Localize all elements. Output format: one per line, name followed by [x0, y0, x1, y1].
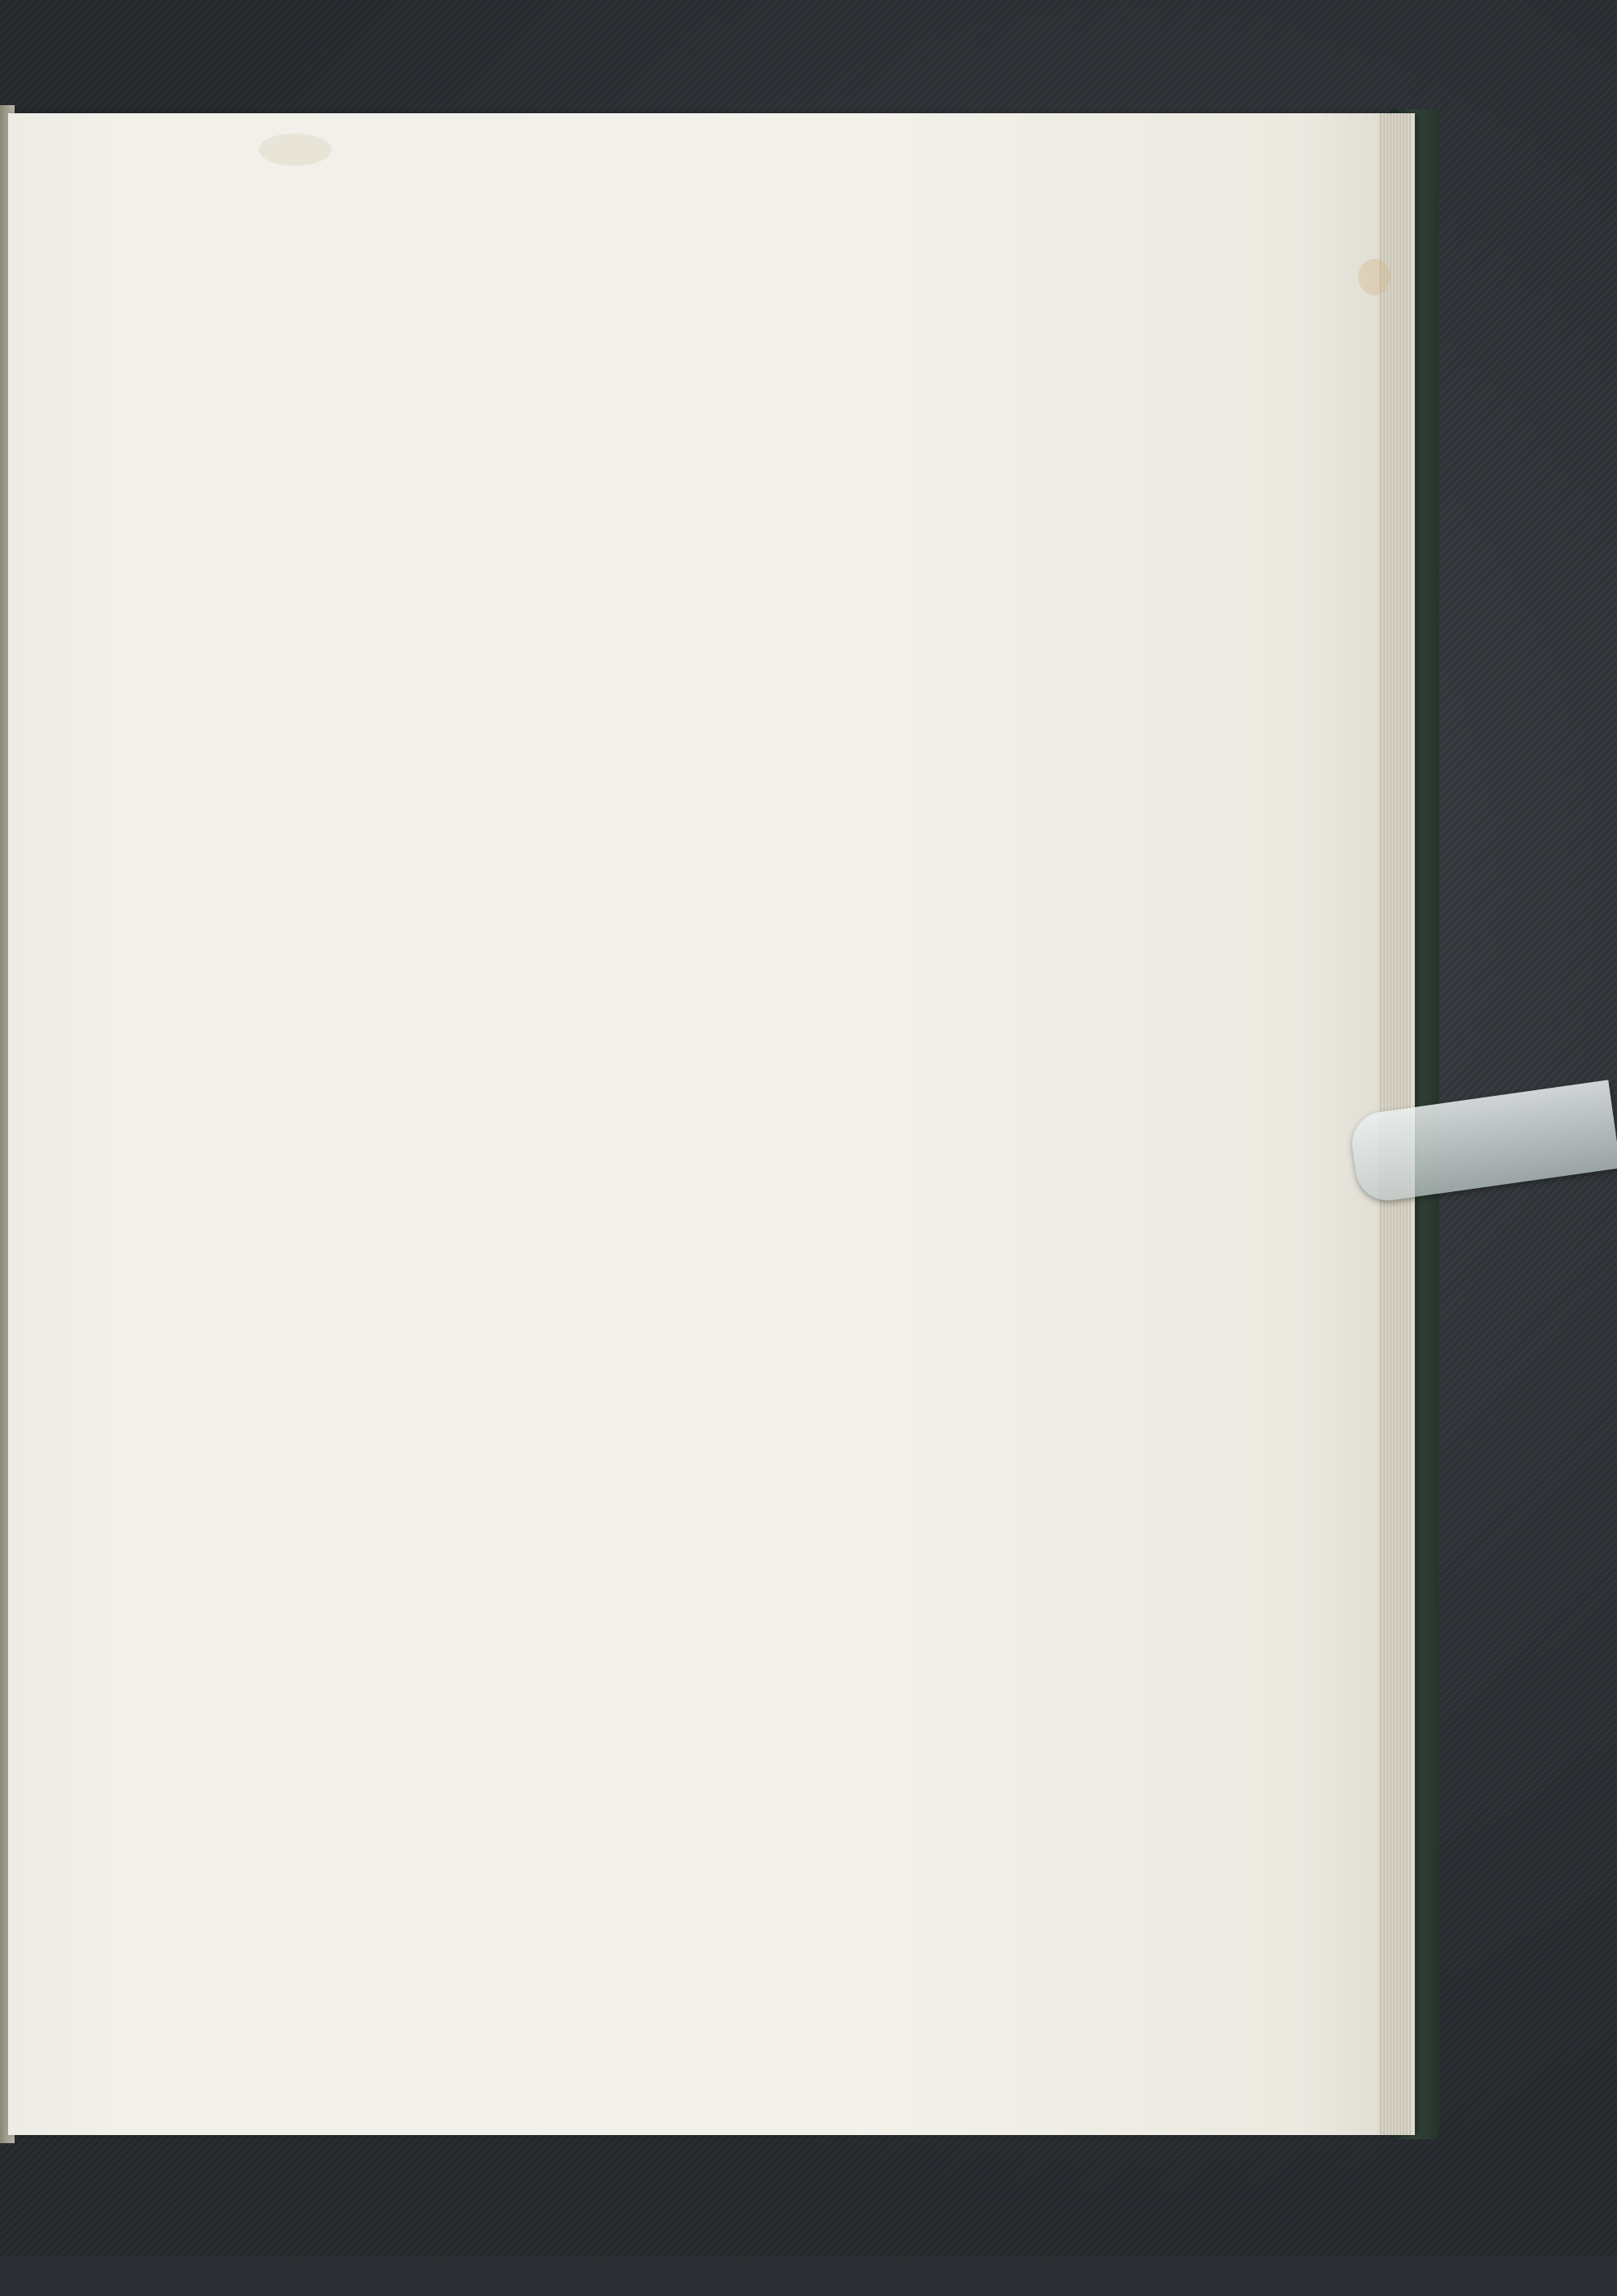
paper-stain [1358, 259, 1391, 295]
paper-stain [259, 133, 331, 166]
book-page [8, 113, 1415, 2135]
library-logo [8, 2261, 89, 2292]
footer-bar [0, 2256, 1617, 2296]
